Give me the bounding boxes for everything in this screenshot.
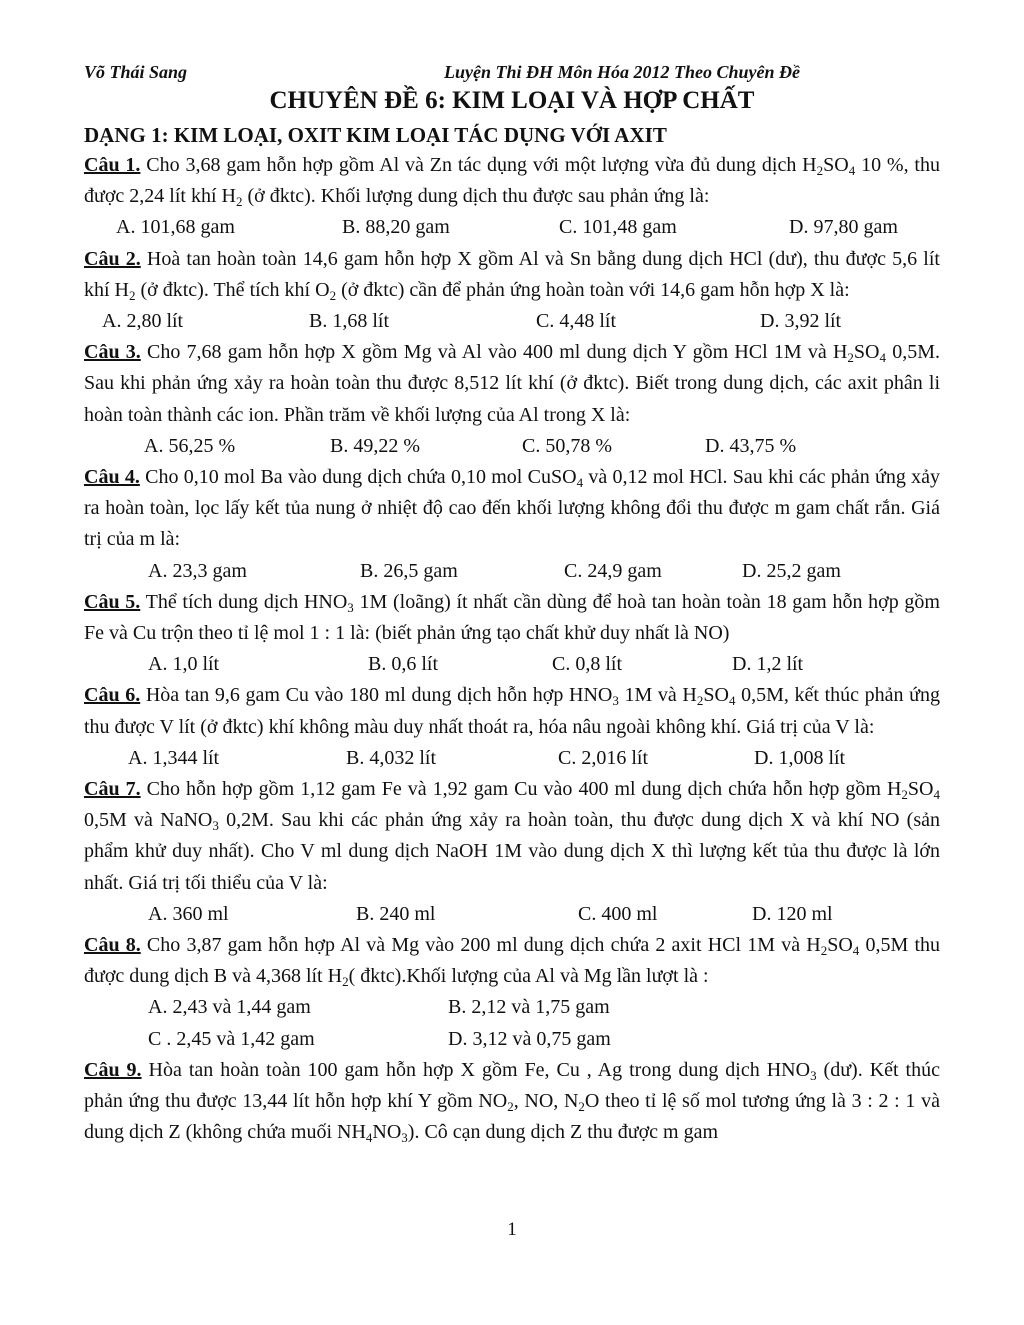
- question-label: Câu 1.: [84, 154, 141, 176]
- question-label: Câu 9.: [84, 1058, 142, 1081]
- answer-options: [84, 306, 940, 337]
- question-6: [84, 680, 940, 742]
- answer-options: [84, 743, 940, 774]
- question-4: [84, 462, 940, 556]
- answer-option: C. 50,78 %: [522, 434, 612, 457]
- answer-option: A. 56,25 %: [144, 434, 236, 457]
- answer-option: B. 4,032 lít: [346, 746, 437, 769]
- answer-option: D. 3,92 lít: [760, 310, 842, 332]
- section-heading: DẠNG 1: KIM LOẠI, OXIT KIM LOẠI TÁC DỤNG VỚI AXIT: [84, 123, 667, 147]
- answer-option: D. 1,008 lít: [754, 746, 846, 769]
- question-text: Hòa tan hoàn toàn 100 gam hỗn hợp X gồm Fe, Cu , Ag trong dung dịch $HNO_3$ (dư). Kết thúc phản ứng thu được 13,44 lít hỗn hợp khí Y gồm $NO_2$, NO, $N_2O$ theo tỉ lệ số mol tương ứng là 3 : 2 : 1 và dung dịch Z (không chứa muối $NH_4NO_3$). Cô cạn dung dịch Z thu được m gam: [84, 1058, 940, 1146]
- question-2: [84, 244, 940, 306]
- answer-options: [84, 1024, 940, 1055]
- question-label: Câu 7.: [84, 777, 141, 800]
- question-label: Câu 5.: [84, 590, 141, 613]
- answer-option: A. 23,3 gam: [148, 559, 247, 582]
- chapter-title: CHUYÊN ĐỀ 6: KIM LOẠI VÀ HỢP CHẤT: [269, 87, 755, 114]
- question-label: Câu 2.: [84, 247, 141, 270]
- question-1: [84, 150, 940, 212]
- answer-option: B. 49,22 %: [330, 434, 420, 457]
- answer-option: A. 2,43 và 1,44 gam: [148, 996, 311, 1019]
- answer-option: A. 1,344 lít: [128, 746, 220, 769]
- answer-options: [84, 992, 940, 1023]
- answer-option: D. 1,2 lít: [732, 653, 804, 676]
- question-label: Câu 8.: [84, 933, 141, 956]
- answer-options: [84, 899, 940, 930]
- question-text: Cho 0,10 mol Ba vào dung dịch chứa 0,10 mol CuSO$_4$ và 0,12 mol HCl. Sau khi các phản ứng xảy ra hoàn toàn, lọc lấy kết tủa nung ở nhiệt độ cao đến khối lượng không đổi thu được m gam chất rắn. Giá trị của m là:: [84, 465, 940, 551]
- answer-options: [84, 431, 940, 462]
- answer-option: B. 1,68 lít: [309, 310, 390, 332]
- question-text: Hòa tan 9,6 gam Cu vào 180 ml dung dịch hỗn hợp $HNO_3$ 1M và $H_2SO_4$ 0,5M, kết thúc phản ứng thu được V lít (ở đktc) khí không màu duy nhất thoát ra, hóa nâu ngoài không khí. Giá trị của V là:: [84, 684, 940, 738]
- question-text: Cho 7,68 gam hỗn hợp X gồm Mg và Al vào 400 ml dung dịch Y gồm HCl 1M và $H_2SO_4$ 0,5M. Sau khi phản ứng xảy ra hoàn toàn thu được 8,512 lít khí (ở đktc). Biết trong dung dịch, các axit phân li hoàn toàn thành các ion. Phần trăm về khối lượng của Al trong X là:: [84, 341, 940, 426]
- question-label: Câu 3.: [84, 341, 141, 364]
- question-label: Câu 4.: [84, 465, 140, 488]
- answer-option: C. 400 ml: [578, 902, 658, 925]
- header-author: Võ Thái Sang: [84, 62, 188, 82]
- page-number: 1: [507, 1219, 517, 1240]
- question-list: [84, 150, 940, 1148]
- answer-options: [84, 556, 940, 587]
- question-3: [84, 337, 940, 431]
- question-text: Hoà tan hoàn toàn 14,6 gam hỗn hợp X gồm Al và Sn bằng dung dịch HCl (dư), thu được 5,6 lít khí $H_2$ (ở đktc). Thể tích khí $O_2$ (ở đktc) cần để phản ứng hoàn toàn với 14,6 gam hỗn hợp X là:: [84, 247, 940, 303]
- question-label: Câu 6.: [84, 684, 141, 707]
- question-5: [84, 587, 940, 649]
- question-text: Cho 3,87 gam hỗn hợp Al và Mg vào 200 ml dung dịch chứa 2 axit HCl 1M và $H_2SO_4$ 0,5M thu được dung dịch B và 4,368 lít $H_2$( đktc).Khối lượng của Al và Mg lần lượt là :: [84, 933, 940, 990]
- page-header: [84, 58, 940, 84]
- answer-options: [84, 649, 940, 680]
- answer-option: A. 360 ml: [148, 902, 229, 925]
- question-8: [84, 930, 940, 992]
- answer-option: B. 240 ml: [356, 902, 436, 925]
- answer-option: B. 2,12 và 1,75 gam: [448, 996, 610, 1019]
- answer-option: A. 2,80 lít: [102, 310, 184, 332]
- answer-options: [84, 212, 940, 243]
- question-9: [84, 1055, 940, 1149]
- answer-option: B. 88,20 gam: [342, 216, 450, 239]
- header-course: Luyện Thi ĐH Môn Hóa 2012 Theo Chuyên Đề: [444, 62, 801, 82]
- answer-option: C. 101,48 gam: [559, 216, 677, 239]
- document-page: [84, 58, 940, 1148]
- answer-option: B. 26,5 gam: [360, 559, 458, 582]
- answer-option: D. 25,2 gam: [742, 559, 841, 582]
- answer-option: D. 3,12 và 0,75 gam: [448, 1027, 611, 1050]
- answer-option: D. 97,80 gam: [789, 216, 898, 239]
- question-text: Cho 3,68 gam hỗn hợp gồm Al và Zn tác dụng với một lượng vừa đủ dung dịch $H_2SO_4$ 10 %, thu được 2,24 lít khí $H_2$ (ở đktc). Khối lượng dung dịch thu được sau phản ứng là:: [84, 154, 940, 210]
- answer-option: D. 120 ml: [752, 902, 833, 925]
- answer-option: C. 2,016 lít: [558, 746, 649, 769]
- answer-option: C . 2,45 và 1,42 gam: [148, 1027, 315, 1050]
- answer-option: C. 24,9 gam: [564, 559, 662, 582]
- answer-option: D. 43,75 %: [705, 434, 797, 457]
- question-text: Thể tích dung dịch $HNO_3$ 1M (loãng) ít nhất cần dùng để hoà tan hoàn toàn 18 gam hỗn hợp gồm Fe và Cu trộn theo tỉ lệ mol 1 : 1 là: (biết phản ứng tạo chất khử duy nhất là NO): [84, 590, 940, 644]
- answer-option: C. 0,8 lít: [552, 653, 623, 676]
- answer-option: B. 0,6 lít: [368, 653, 439, 676]
- question-text: Cho hỗn hợp gồm 1,12 gam Fe và 1,92 gam Cu vào 400 ml dung dịch chứa hỗn hợp gồm $H_2SO_4$ 0,5M và NaNO$_3$ 0,2M. Sau khi các phản ứng xảy ra hoàn toàn, thu được dung dịch X và khí NO (sản phẩm khử duy nhất). Cho V ml dung dịch NaOH 1M vào dung dịch X thì lượng kết tủa thu được là lớn nhất. Giá trị tối thiểu của V là:: [84, 777, 941, 894]
- answer-option: C. 4,48 lít: [536, 310, 617, 332]
- question-7: [84, 774, 940, 899]
- answer-option: A. 1,0 lít: [148, 653, 220, 676]
- answer-option: A. 101,68 gam: [116, 216, 235, 239]
